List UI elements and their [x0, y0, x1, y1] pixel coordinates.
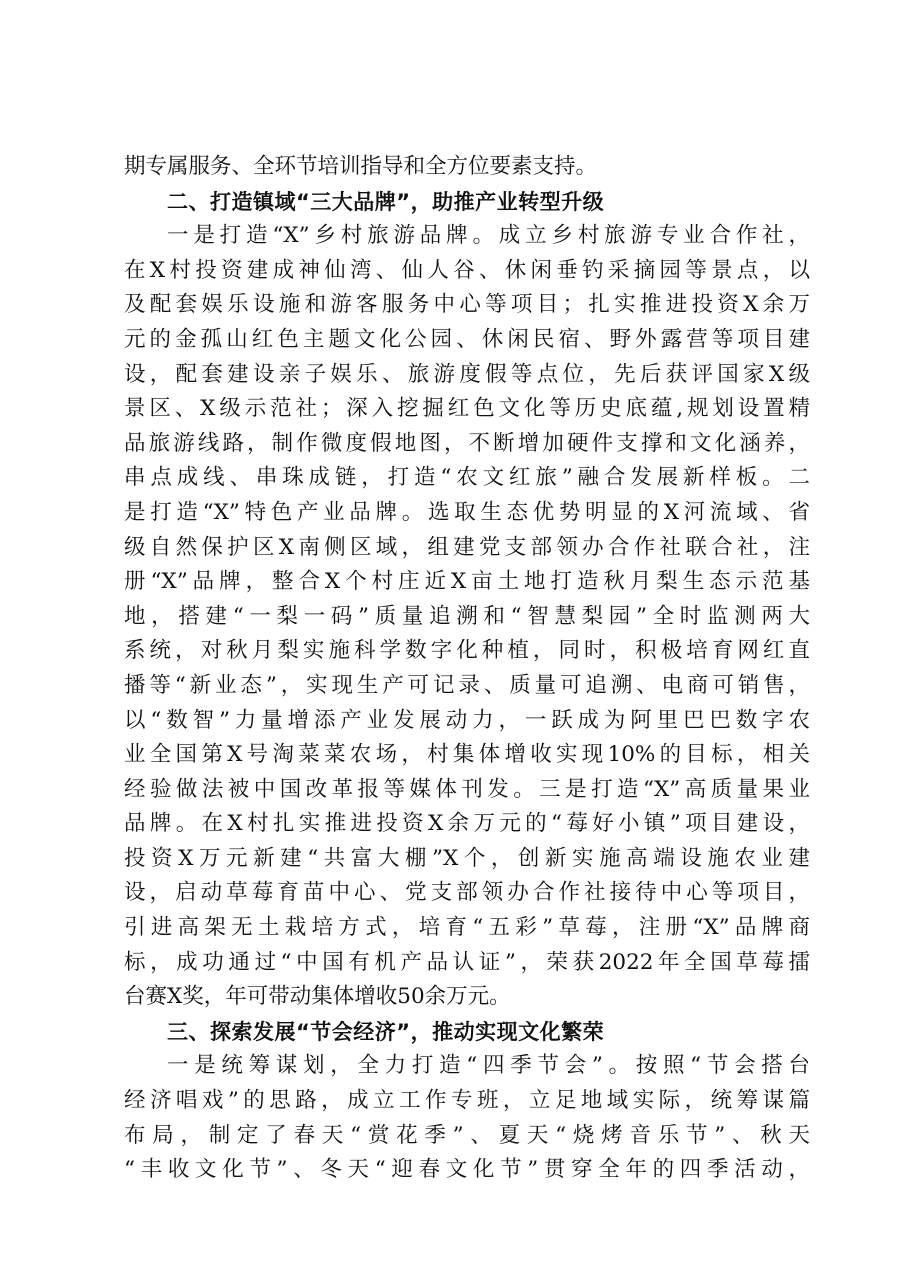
paragraph-line: 品旅游线路，制作微度假地图，不断增加硬件支撑和文化涵养，: [124, 430, 810, 456]
paragraph-line: 品牌。在X村扎实推进投资X余万元的“莓好小镇”项目建设，: [124, 811, 810, 837]
paragraph-line: 台赛X奖，年可带动集体增收50余万元。: [124, 984, 511, 1010]
paragraph-line: 系统，对秋月梨实施科学数字化种植，同时，积极培育网红直: [124, 638, 810, 664]
paragraph-line: 设，启动草莓育苗中心、党支部领办合作社接待中心等项目，: [124, 880, 810, 906]
paragraph-line: 一是统筹谋划，全力打造“四季节会”。按照“节会搭台: [167, 1053, 810, 1079]
paragraph-line: 经验做法被中国改革报等媒体刊发。三是打造“X”高质量果业: [124, 776, 810, 802]
paragraph-line: “丰收文化节”、冬天“迎春文化节”贯穿全年的四季活动，: [124, 1157, 810, 1183]
paragraph-line: 投资X万元新建“共富大棚”X个，创新实施高端设施农业建: [124, 845, 810, 871]
paragraph-line: 播等“新业态”，实现生产可记录、质量可追溯、电商可销售，: [124, 672, 810, 698]
paragraph-line: 一是打造“X”乡村旅游品牌。成立乡村旅游专业合作社，: [167, 223, 810, 249]
paragraph-line: 是打造“X”特色产业品牌。选取生态优势明显的X河流域、省: [124, 499, 810, 525]
paragraph-line: 串点成线、串珠成链，打造“农文红旅”融合发展新样板。二: [124, 465, 810, 491]
section-heading-3: 三、探索发展“节会经济”，推动实现文化繁荣: [167, 1019, 605, 1044]
paragraph-line: 景区、X级示范社；深入挖掘红色文化等历史底蕴,规划设置精: [124, 396, 810, 422]
document-body: [124, 150, 810, 1188]
paragraph-line: 元的金孤山红色主题文化公园、休闲民宿、野外露营等项目建: [124, 326, 810, 352]
section-heading-2: 二、打造镇域“三大品牌”，助推产业转型升级: [167, 189, 605, 214]
paragraph-line: 及配套娱乐设施和游客服务中心等项目；扎实推进投资X余万: [124, 292, 810, 318]
paragraph-line: 期专属服务、全环节培训指导和全方位要素支持。: [124, 154, 598, 179]
paragraph-line: 级自然保护区X南侧区域，组建党支部领办合作社联合社，注: [124, 534, 810, 560]
paragraph-line: 业全国第X号淘菜菜农场，村集体增收实现10%的目标，相关: [124, 742, 810, 768]
paragraph-line: 以“数智”力量增添产业发展动力，一跃成为阿里巴巴数字农: [124, 707, 810, 733]
paragraph-line: 在X村投资建成神仙湾、仙人谷、休闲垂钓采摘园等景点，以: [124, 257, 810, 283]
paragraph-line: 布局，制定了春天“赏花季”、夏天“烧烤音乐节”、秋天: [124, 1122, 810, 1148]
paragraph-line: 引进高架无土栽培方式，培育“五彩”草莓，注册“X”品牌商: [124, 915, 810, 941]
paragraph-line: 地，搭建“一梨一码”质量追溯和“智慧梨园”全时监测两大: [124, 603, 810, 629]
paragraph-line: 设，配套建设亲子娱乐、旅游度假等点位，先后获评国家X级: [124, 361, 810, 387]
paragraph-line: 标，成功通过“中国有机产品认证”，荣获2022年全国草莓擂: [124, 949, 810, 975]
paragraph-line: 经济唱戏”的思路，成立工作专班，立足地域实际，统筹谋篇: [124, 1088, 810, 1114]
paragraph-line: 册“X”品牌，整合X个村庄近X亩土地打造秋月梨生态示范基: [124, 569, 810, 595]
